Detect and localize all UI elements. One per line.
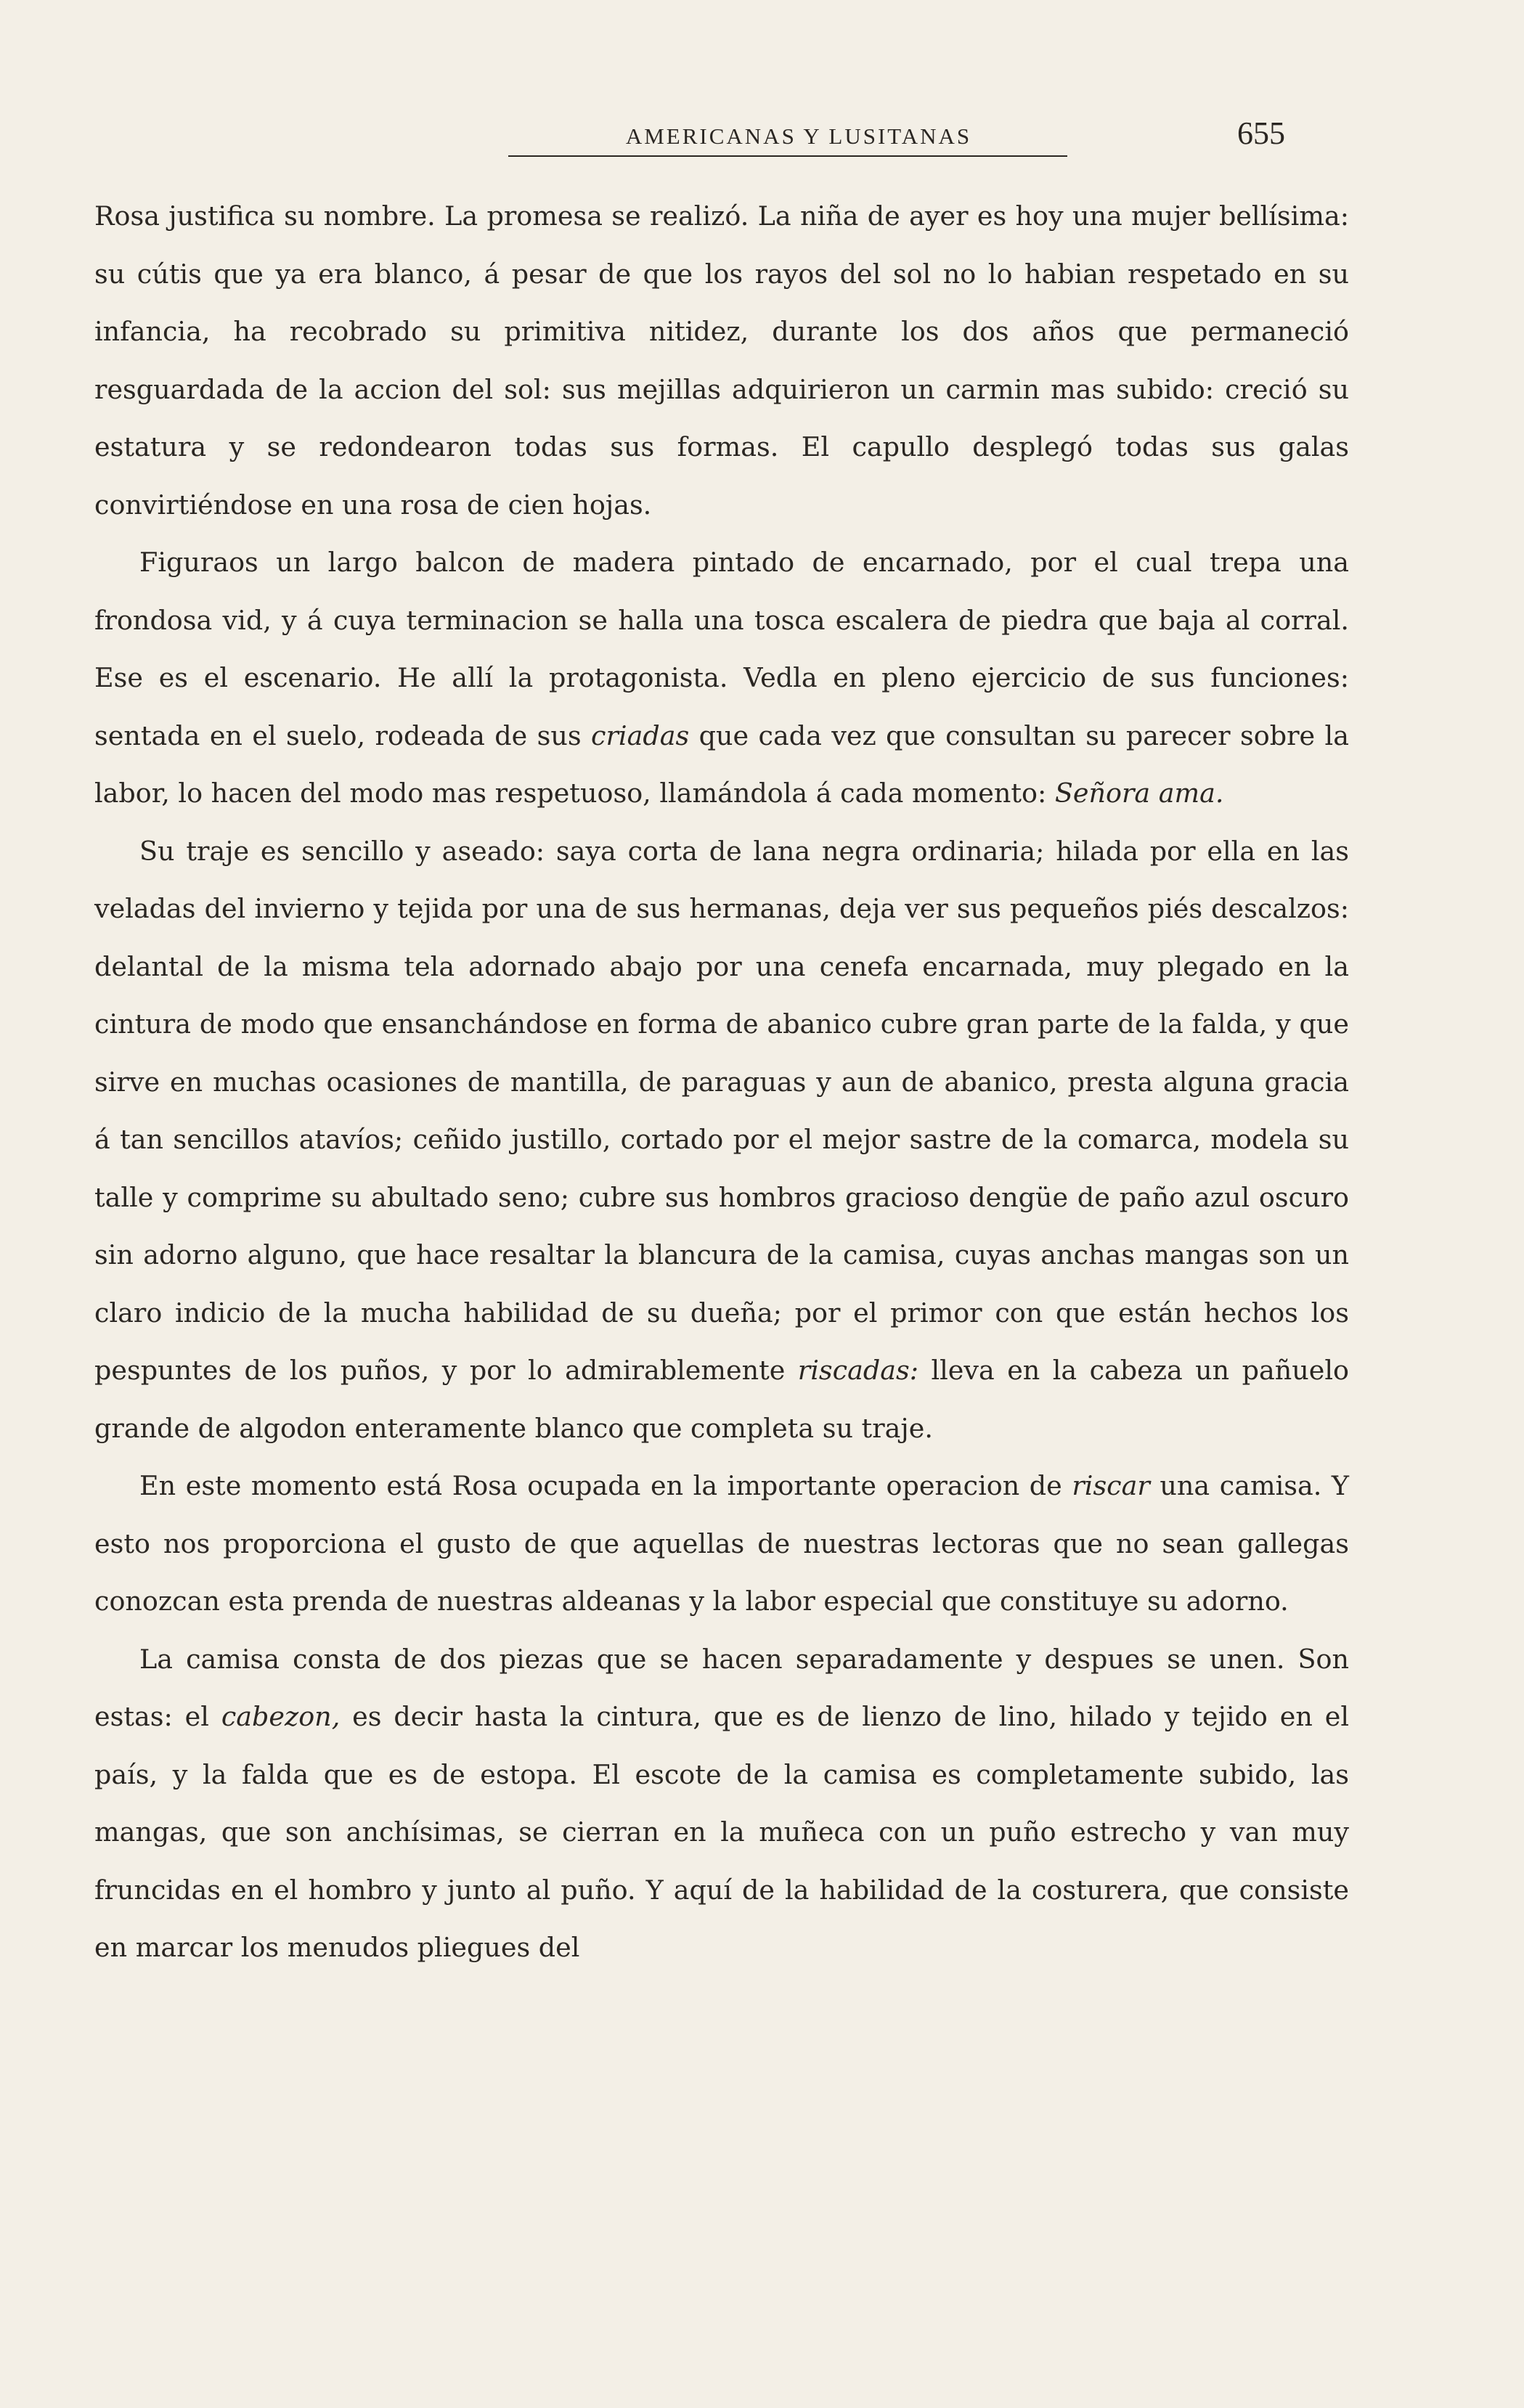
- text-run: Rosa justifica su nombre. La promesa se realizó. La niña de ayer es hoy una mujer bellísima: su cútis que ya era blanco, á pesar de que los rayos del sol no lo habian respetado en su infancia, ha recobrado su primitiva nitidez, durante los dos años que permaneció resguardada de la accion del sol: sus mejillas adquirieron un carmin mas subido: creció su estatura y se redondearon todas sus formas. El capullo desplegó todas sus galas convirtiéndose en una rosa de cien hojas.: [94, 200, 1349, 521]
- italic-term: Señora ama.: [1054, 778, 1224, 809]
- body-text: [94, 187, 1349, 1977]
- text-run: una camisa. Y esto nos proporciona el gusto de que aquellas de nuestras lectoras que no sean gallegas conozcan esta prenda de nuestras aldeanas y la labor especial que constituye su adorno.: [94, 1470, 1349, 1617]
- page-header: [94, 115, 1300, 158]
- text-run: La camisa consta de dos piezas que se hacen separadamente y despues se unen. Son estas: el: [94, 1643, 1349, 1732]
- italic-term: riscadas:: [797, 1355, 919, 1386]
- text-run: lleva en la cabeza un pañuelo grande de algodon enteramente blanco que completa su traje.: [94, 1355, 1349, 1444]
- text-run: es decir hasta la cintura, que es de lienzo de lino, hilado y tejido en el país, y la falda que es de estopa. El escote de la camisa es completamente subido, las mangas, que son anchísimas, se cierran en la muñeca con un puño estrecho y van muy fruncidas en el hombro y junto al puño. Y aquí de la habilidad de la costurera, que consiste en marcar los menudos pliegues del: [94, 1701, 1349, 1963]
- paragraph: [94, 823, 1349, 1458]
- header-rule: [508, 155, 1067, 157]
- italic-term: criadas: [591, 719, 690, 751]
- text-run: Figuraos un largo balcon de madera pintado de encarnado, por el cual trepa una frondosa vid, y á cuya terminacion se halla una tosca escalera de piedra que baja al corral. Ese es el escenario. He allí la protagonista. Vedla en pleno ejercicio de sus funciones: sentada en el suelo, rodeada de sus: [94, 547, 1349, 751]
- running-head: AMERICANAS Y LUSITANAS: [625, 123, 972, 149]
- italic-term: riscar: [1072, 1470, 1150, 1501]
- paragraph: [94, 534, 1349, 823]
- text-run: Su traje es sencillo y aseado: saya corta de lana negra ordinaria; hilada por ella en las veladas del invierno y tejida por una de sus hermanas, deja ver sus pequeños piés descalzos: delantal de la misma tela adornado abajo por una cenefa encarnada, muy plegado en la cintura de modo que ensanchándose en forma de abanico cubre gran parte de la falda, y que sirve en muchas ocasiones de mantilla, de paraguas y aun de abanico, presta alguna gracia á tan sencillos atavíos; ceñido justillo, cortado por el mejor sastre de la comarca, modela su talle y comprime su abultado seno; cubre sus hombros gracioso dengüe de paño azul oscuro sin adorno alguno, que hace resaltar la blancura de la camisa, cuyas anchas mangas son un claro indicio de la mucha habilidad de su dueña; por el primor con que están hechos los pespuntes de los puños, y por lo admirablemente: [94, 835, 1349, 1386]
- paragraph: [94, 1457, 1349, 1630]
- paragraph: [94, 187, 1349, 534]
- text-run: En este momento está Rosa ocupada en la importante operacion de: [139, 1470, 1072, 1501]
- paragraph: [94, 1630, 1349, 1977]
- italic-term: cabezon,: [221, 1701, 341, 1732]
- page-number: 655: [1237, 115, 1285, 151]
- text-run: que cada vez que consultan su parecer sobre la labor, lo hacen del modo mas respetuoso, llamándola á cada momento:: [94, 719, 1349, 809]
